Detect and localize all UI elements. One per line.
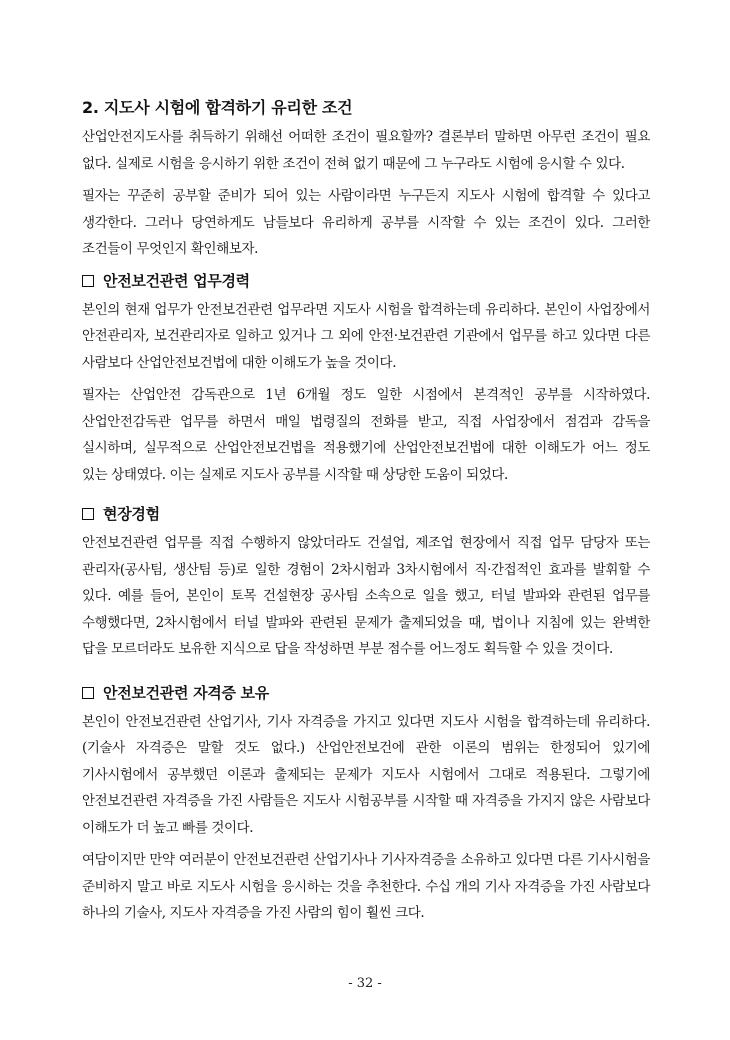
page-number: - 32 - [348, 976, 382, 991]
subsection-title-text: 안전보건관련 자격증 보유 [103, 683, 269, 702]
subsection-title-field-experience [82, 502, 650, 526]
subsection-title-text: 현장경험 [103, 505, 160, 523]
body-paragraph: 여담이지만 만약 여러분이 안전보건관련 산업기사나 기사자격증을 소유하고 있다면 다른 기사시험을 준비하지 말고 바로 지도사 시험을 응시하는 것을 추천한다. 수십 개의 기사 자격증을 가진 사람보다 하나의 기술사, 지도사 자격증을 가진 사람의 힘이 훨씬 크다. [82, 852, 650, 921]
intro-paragraph-1: 산업안전지도사를 취득하기 위해선 어떠한 조건이 필요할까? 결론부터 말하면 아무런 조건이 필요 없다. 실제로 시험을 응시하기 위한 조건이 전혀 없기 때문에 그 누구라도 시험에 응시할 수 있다. [82, 129, 650, 172]
body-paragraph: 필자는 산업안전 감독관으로 1년 6개월 정도 일한 시점에서 본격적인 공부를 시작하였다. 산업안전감독관 업무를 하면서 매일 법령질의 전화를 받고, 직접 사업장에서 점검과 감독을 실시하며, 실무적으로 산업안전보건법을 적용했기에 산업안전보건법에 대한 이해도가 어느 정도 있는 상태였다. 이는 실제로 지도사 공부를 시작할 때 상당한 도움이 되었다. [82, 387, 650, 483]
checkbox-square-icon [82, 687, 94, 699]
body-paragraph: 본인의 현재 업무가 안전보건관련 업무라면 지도사 시험을 합격하는데 유리하다. 본인이 사업장에서 안전관리자, 보건관리자로 일하고 있거나 그 외에 안전·보건관련 기관에서 업무를 하고 있다면 다른 사람보다 산업안전보건법에 대한 이해도가 높을 것이다. [82, 301, 650, 371]
intro-paragraph-2: 필자는 꾸준히 공부할 준비가 되어 있는 사람이라면 누구든지 지도사 시험에 합격할 수 있다고 생각한다. 그러나 당연하게도 남들보다 유리하게 공부를 시작할 수 있는 조건이 있다. 그러한 조건들이 무엇인지 확인해보자. [82, 188, 650, 257]
subsection-title-work-experience [82, 269, 650, 293]
section-title: 2. 지도사 시험에 합격하기 유리한 조건 [82, 98, 353, 117]
checkbox-square-icon [82, 508, 94, 520]
page-content [82, 96, 650, 933]
body-paragraph: 안전보건관련 업무를 직접 수행하지 않았더라도 건설업, 제조업 현장에서 직접 업무 담당자 또는 관리자(공사팀, 생산팀 등)로 일한 경험이 2차시험과 3차시험에서 직·간접적인 효과를 발휘할 수 있다. 예를 들어, 본인이 토목 건설현장 공사팀 소속으로 일을 했고, 터널 발파와 관련된 업무를 수행했다면, 2차시험에서 터널 발파와 관련된 문제가 출제되었을 때, 법이나 지침에 있는 완벽한 답을 모르더라도 보유한 지식으로 답을 작성하면 부분 점수를 어느정도 획득할 수 있을 것이다. [82, 535, 650, 657]
subsection-title-certificates [82, 681, 650, 705]
body-paragraph: 본인이 안전보건관련 산업기사, 기사 자격증을 가지고 있다면 지도사 시험을 합격하는데 유리하다.(기술사 자격증은 말할 것도 없다.) 산업안전보건에 관한 이론의 범위는 한정되어 있기에 기사시험에서 공부했던 이론과 출제되는 문제가 지도사 시험에서 그대로 적용된다. 그렇기에 안전보건관련 자격증을 가진 사람들은 지도사 시험공부를 시작할 때 자격증을 가지지 않은 사람보다 이해도가 더 높고 빠를 것이다. [82, 713, 650, 836]
subsection-title-text: 안전보건관련 업무경력 [103, 271, 250, 290]
checkbox-square-icon [82, 275, 94, 287]
